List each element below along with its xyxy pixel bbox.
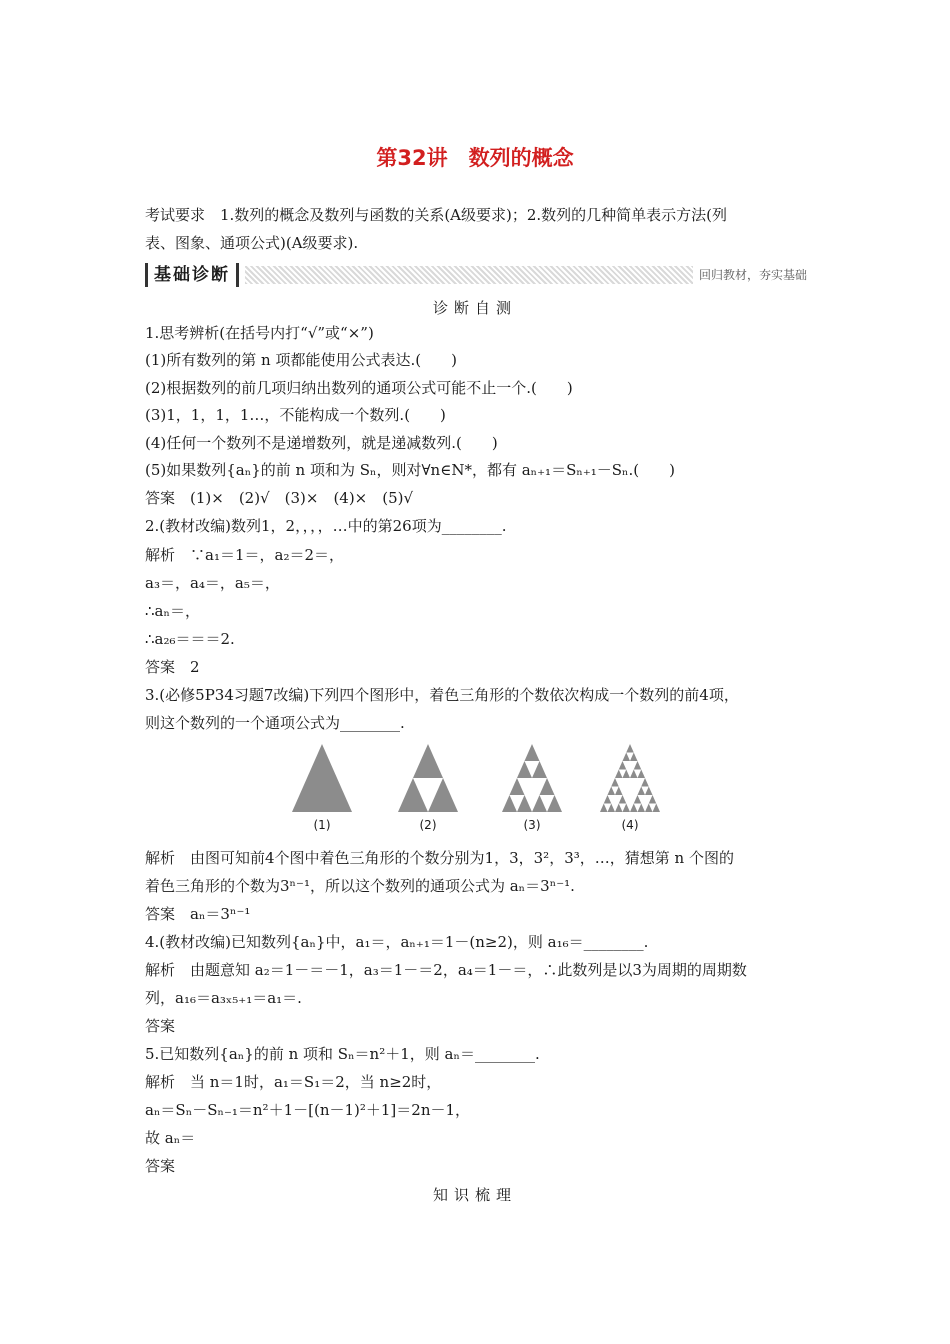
question-line: 4.(教材改编)已知数列{aₙ}中，a₁＝，aₙ₊₁＝1－(n≥2)，则 a₁₆＝________.: [145, 933, 649, 951]
figure-caption: (3): [523, 818, 541, 832]
sierpinski-triangle-3: [500, 742, 564, 814]
shaded-triangle: [619, 761, 627, 770]
shaded-triangle: [653, 804, 661, 813]
shaded-triangle: [630, 770, 638, 779]
figure-caption: (1): [313, 818, 331, 832]
shaded-triangle: [608, 804, 616, 813]
shaded-triangle: [630, 804, 638, 813]
shaded-triangle: [630, 753, 638, 762]
shaded-triangle: [615, 787, 623, 796]
figure-caption: (2): [419, 818, 437, 832]
shaded-triangle: [645, 804, 653, 813]
answer-line: 答案: [145, 1157, 176, 1175]
shaded-triangle: [626, 744, 634, 753]
solution-line: ∴aₙ＝，: [145, 602, 200, 620]
solution-line: aₙ＝Sₙ－Sₙ₋₁＝n²＋1－[(n－1)²＋1]＝2n－1，: [145, 1101, 471, 1119]
shaded-triangle: [623, 770, 631, 779]
solution-line: 列，a₁₆＝a₃ₓ₅₊₁＝a₁＝.: [145, 989, 302, 1007]
requirements-line-1: 考试要求 1.数列的概念及数列与函数的关系(A级要求)；2.数列的几种简单表示方法(列: [145, 206, 728, 224]
solution-line: 解析 由题意知 a₂＝1－＝－1，a₃＝1－＝2，a₄＝1－＝，∴此数列是以3为周期的周期数: [145, 961, 747, 979]
shaded-triangle: [638, 804, 646, 813]
shaded-triangle: [615, 804, 623, 813]
solution-line: 解析 ∵a₁＝1＝，a₂＝2＝，: [145, 546, 345, 564]
shaded-triangle: [525, 744, 540, 761]
question-line: 5.已知数列{aₙ}的前 n 项和 Sₙ＝n²＋1，则 aₙ＝________.: [145, 1045, 540, 1063]
sierpinski-figures: [290, 742, 670, 842]
solution-line: ∴a₂₆＝＝＝2.: [145, 630, 235, 648]
shaded-triangle: [547, 795, 562, 812]
text-line: (2)根据数列的前几项归纳出数列的通项公式可能不止一个.( ): [145, 379, 573, 397]
requirements-line-2: 表、图象、通项公式)(A级要求).: [145, 234, 359, 252]
shaded-triangle: [540, 778, 555, 795]
shaded-triangle: [623, 753, 631, 762]
sierpinski-triangle-2: [396, 742, 460, 814]
section-heading-knowledge: 知识梳理: [432, 1186, 517, 1204]
shaded-triangle: [532, 761, 547, 778]
shaded-triangle: [292, 744, 352, 812]
shaded-triangle: [645, 787, 653, 796]
shaded-triangle: [638, 770, 646, 779]
shaded-triangle: [615, 770, 623, 779]
question-line: 3.(必修5P34习题7改编)下列四个图形中，着色三角形的个数依次构成一个数列的前4项，: [145, 686, 739, 704]
solution-line: 解析 当 n＝1时，a₁＝S₁＝2，当 n≥2时，: [145, 1073, 442, 1091]
banner-title: 基础诊断: [145, 263, 239, 287]
shaded-triangle: [619, 795, 627, 804]
figure-1: [290, 742, 354, 832]
shaded-triangle: [600, 804, 608, 813]
shaded-triangle: [623, 804, 631, 813]
sierpinski-triangle-1: [290, 742, 354, 814]
shaded-triangle: [608, 787, 616, 796]
figure-caption: (4): [621, 818, 639, 832]
solution-line: 故 aₙ＝: [145, 1129, 196, 1147]
question-line: 2.(教材改编)数列1，2，，，，…中的第26项为________.: [145, 517, 507, 535]
shaded-triangle: [649, 795, 657, 804]
figure-2: [396, 742, 460, 832]
shaded-triangle: [413, 744, 443, 778]
solution-line: 着色三角形的个数为3ⁿ⁻¹，所以这个数列的通项公式为 aₙ＝3ⁿ⁻¹.: [145, 877, 575, 895]
text-line: 1.思考辨析(在括号内打“√”或“×”): [145, 324, 374, 342]
answer-line: 答案 aₙ＝3ⁿ⁻¹: [145, 905, 251, 923]
figure-4: [598, 742, 662, 832]
solution-line: a₃＝，a₄＝，a₅＝，: [145, 574, 280, 592]
shaded-triangle: [634, 795, 642, 804]
shaded-triangle: [611, 778, 619, 787]
shaded-triangle: [428, 778, 458, 812]
answer-line: 答案 (1)× (2)√ (3)× (4)× (5)√: [145, 489, 414, 507]
shaded-triangle: [398, 778, 428, 812]
section-banner: [145, 263, 813, 287]
shaded-triangle: [517, 761, 532, 778]
shaded-triangle: [510, 778, 525, 795]
banner-subtitle: 回归教材，夯实基础: [693, 266, 813, 284]
shaded-triangle: [634, 761, 642, 770]
figure-3: [500, 742, 564, 832]
answer-line: 答案: [145, 1017, 176, 1035]
shaded-triangle: [532, 795, 547, 812]
shaded-triangle: [502, 795, 517, 812]
answer-line: 答案 2: [145, 658, 200, 676]
section-heading-diagnosis: 诊断自测: [432, 299, 517, 317]
shaded-triangle: [638, 787, 646, 796]
text-line: (3)1，1，1，1…，不能构成一个数列.( ): [145, 406, 446, 424]
shaded-triangle: [604, 795, 612, 804]
shaded-triangle: [641, 778, 649, 787]
page-title: 第32讲 数列的概念: [376, 146, 574, 170]
text-line: (1)所有数列的第 n 项都能使用公式表达.( ): [145, 351, 457, 369]
text-line: (5)如果数列{aₙ}的前 n 项和为 Sₙ，则对∀n∈N*，都有 aₙ₊₁＝Sₙ₊₁－Sₙ.( ): [145, 461, 676, 479]
shaded-triangle: [517, 795, 532, 812]
question-line: 则这个数列的一个通项公式为________.: [145, 714, 405, 732]
solution-line: 解析 由图可知前4个图中着色三角形的个数分别为1，3，3²，3³，…，猜想第 n 个图的: [145, 849, 734, 867]
sierpinski-triangle-4: [598, 742, 662, 814]
text-line: (4)任何一个数列不是递增数列，就是递减数列.( ): [145, 434, 498, 452]
